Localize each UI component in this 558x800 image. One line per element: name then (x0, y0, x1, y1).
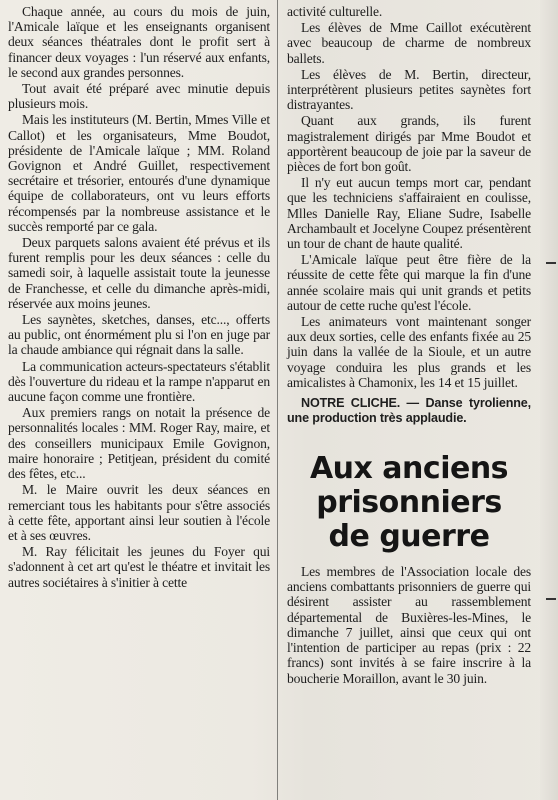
paragraph: M. Ray félicitait les jeunes du Foyer qui s'adonnent à cet art qu'est le théatre et invitait les autres sociétaires à s'initier à cette (8, 544, 270, 590)
column-divider (277, 0, 278, 800)
left-column (8, 4, 270, 591)
headline-line: Aux anciens (309, 451, 509, 487)
paragraph: Les animateurs vont maintenant songer aux deux sorties, celle des enfants fixée au 25 juin dans la vallée de la Sioule, et un autre voyage conduira les plus grands et les amicalistes à Chamonix, les 14 et 15 juillet. (287, 314, 531, 390)
paragraph: Les saynètes, sketches, danses, etc..., offerts au public, ont énormément plu si l'on en juge par la chaude ambiance qui régnait dans la salle. (8, 312, 270, 358)
adjacent-column-edge (540, 0, 558, 800)
paragraph: Deux parquets salons avaient été prévus et ils furent remplis pour les deux séances : celle du samedi soir, à laquelle assistait toute la jeunesse de Franchesse, et celle du dimanche après-midi, réservée aux moins jeunes. (8, 235, 270, 311)
paragraph: Aux premiers rangs on notait la présence de personnalités locales : MM. Roger Ray, maire, et des conseillers municipaux Emile Govignon, maire honoraire ; Petitjean, président du comité des fêtes, etc... (8, 405, 270, 482)
paragraph: L'Amicale laïque peut être fière de la réussite de cette fête qui marque la fin d'une année scolaire mais qui unit grands et petits autour de cette ruche qu'est l'école. (287, 252, 531, 313)
headline-line: de guerre (328, 519, 490, 555)
paragraph: Tout avait été préparé avec minutie depuis plusieurs mois. (8, 81, 270, 112)
paragraph: La communication acteurs-spectateurs s'établit dès l'ouverture du rideau et la rampe n'apparut en aucune façon comme une frontière. (8, 358, 270, 405)
paragraph: Quant aux grands, ils furent magistralement dirigés par Mme Boudot et apportèrent beaucoup de joie par la saveur de pièces de fort bon goût. (287, 113, 531, 175)
headline-line: prisonniers (316, 485, 502, 521)
caption-text: NOTRE CLICHE. — Danse tyrolienne, une production très applaudie. (287, 396, 531, 426)
right-column (287, 4, 531, 687)
paragraph: M. le Maire ouvrit les deux séances en remerciant tous les habitants pour s'être associés à cette fête, apportant ainsi leur soutien à l'école et à ses œuvres. (8, 482, 270, 543)
photo-caption (287, 396, 531, 426)
paragraph: activité culturelle. (287, 4, 383, 19)
paragraph: Les élèves de M. Bertin, directeur, interprétèrent plusieurs petites saynètes fort distrayantes. (287, 66, 531, 113)
article-headline (287, 452, 531, 554)
paragraph: Les membres de l'Association locale des anciens combattants prisonniers de guerre qui désirent assister au rassemblement départemental de Buxières-les-Mines, le dimanche 7 juillet, ainsi que ceux qui ont l'intention de participer au repas (prix : 22 francs) sont invités à se faire inscrire à la boucherie Moraillon, avant le 30 juin. (287, 564, 531, 686)
edge-mark (546, 262, 556, 264)
edge-mark (546, 598, 556, 600)
paragraph: Mais les instituteurs (M. Bertin, Mmes Ville et Callot) et les organisateurs, Mme Boudot, présidente de l'Amicale laïque ; MM. Roland Govignon et André Guillet, respectivement secrétaire et trésorier, entourés d'une dynamique équipe de collaborateurs, ont vu leurs efforts récompensés par la nombreuse assistance et le succès remporté par ce gala. (8, 112, 270, 234)
paragraph: Les élèves de Mme Caillot exécutèrent avec beaucoup de charme de nombreux ballets. (287, 20, 531, 66)
paragraph: Il n'y eut aucun temps mort car, pendant que les techniciens s'affairaient en coulisse, Mlles Danielle Ray, Eliane Sudre, Isabelle Archambault et Jocelyne Coupez présentèrent un tour de chant de haute qualité. (287, 175, 531, 252)
paragraph: Chaque année, au cours du mois de juin, l'Amicale laïque et les enseignants organisent deux séances théatrales dont le profit sert à financer deux voyages : l'un réservé aux enfants, le second aux grandes personnes. (8, 4, 270, 80)
